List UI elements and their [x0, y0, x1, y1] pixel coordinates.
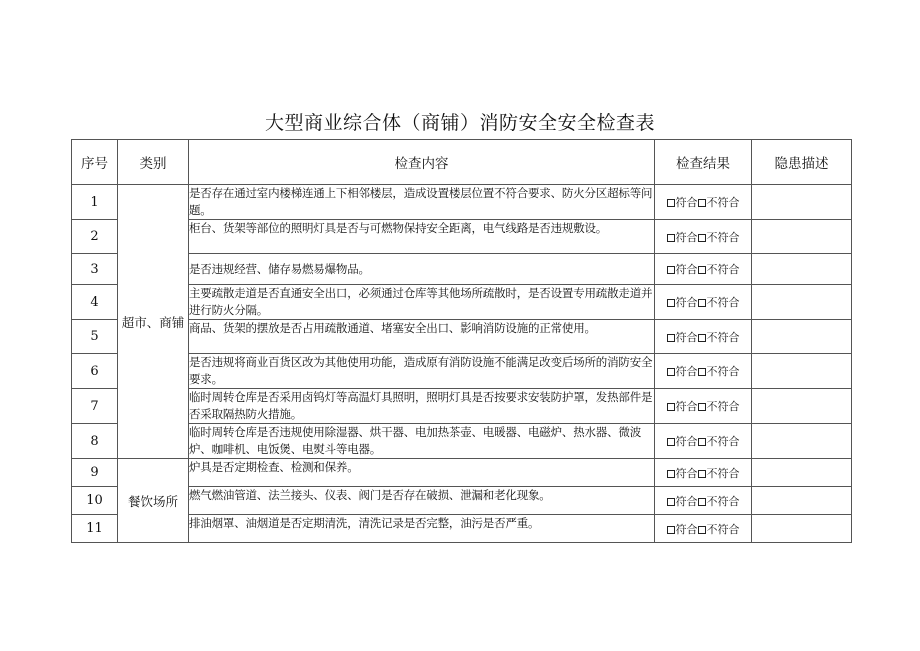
check-item-content: 是否存在通过室内楼梯连通上下相邻楼层，造成设置楼层位置不符合要求、防火分区超标等问题。 — [189, 185, 655, 220]
check-item-content: 柜台、货架等部位的照明灯具是否与可燃物保持安全距离，电气线路是否违规敷设。 — [189, 220, 655, 254]
fail-checkbox[interactable] — [698, 266, 706, 274]
pass-label: 符合 — [675, 330, 698, 344]
row-number: 7 — [72, 389, 118, 424]
table-row — [72, 220, 852, 254]
table-row — [72, 354, 852, 389]
row-number: 5 — [72, 320, 118, 354]
hazard-description-field[interactable] — [752, 424, 852, 459]
header-hazard: 隐患描述 — [752, 140, 852, 185]
pass-checkbox[interactable] — [667, 334, 675, 342]
table-row — [72, 459, 852, 487]
pass-label: 符合 — [675, 365, 698, 378]
pass-checkbox[interactable] — [667, 299, 675, 307]
pass-checkbox[interactable] — [667, 470, 675, 478]
pass-checkbox[interactable] — [667, 368, 675, 376]
hazard-description-field[interactable] — [752, 220, 852, 254]
result-options — [655, 515, 752, 543]
table-header-row — [72, 140, 852, 185]
header-category: 类别 — [118, 140, 189, 185]
table-row — [72, 320, 852, 354]
hazard-description-field[interactable] — [752, 515, 852, 543]
hazard-description-field[interactable] — [752, 320, 852, 354]
inspection-table — [71, 139, 852, 543]
fail-checkbox[interactable] — [698, 498, 706, 506]
fail-label: 不符合 — [706, 263, 740, 276]
header-result: 检查结果 — [655, 140, 752, 185]
result-options — [655, 424, 752, 459]
header-content: 检查内容 — [189, 140, 655, 185]
hazard-description-field[interactable] — [752, 254, 852, 285]
fail-label: 不符合 — [706, 196, 740, 209]
table-row — [72, 285, 852, 320]
check-item-content: 是否违规经营、储存易燃易爆物品。 — [189, 254, 655, 285]
result-options — [655, 389, 752, 424]
fail-label: 不符合 — [706, 330, 740, 344]
pass-label: 符合 — [675, 296, 698, 309]
fail-checkbox[interactable] — [698, 234, 706, 242]
row-number: 8 — [72, 424, 118, 459]
table-body — [72, 185, 852, 543]
fail-label: 不符合 — [706, 466, 740, 480]
check-item-content: 炉具是否定期检查、检测和保养。 — [189, 459, 655, 487]
category-catering: 餐饮场所 — [118, 459, 189, 543]
fail-label: 不符合 — [706, 400, 740, 413]
check-item-content: 商品、货架的摆放是否占用疏散通道、堵塞安全出口、影响消防设施的正常使用。 — [189, 320, 655, 354]
result-options — [655, 487, 752, 515]
pass-checkbox[interactable] — [667, 234, 675, 242]
row-number: 10 — [72, 487, 118, 515]
pass-label: 符合 — [675, 522, 698, 536]
check-item-content: 是否违规将商业百货区改为其他使用功能，造成原有消防设施不能满足改变后场所的消防安全要求。 — [189, 354, 655, 389]
pass-label: 符合 — [675, 263, 698, 276]
table-row — [72, 254, 852, 285]
hazard-description-field[interactable] — [752, 459, 852, 487]
row-number: 4 — [72, 285, 118, 320]
hazard-description-field[interactable] — [752, 389, 852, 424]
fail-checkbox[interactable] — [698, 526, 706, 534]
result-options — [655, 185, 752, 220]
table-row — [72, 185, 852, 220]
pass-checkbox[interactable] — [667, 526, 675, 534]
fail-label: 不符合 — [706, 296, 740, 309]
fail-label: 不符合 — [706, 230, 740, 244]
pass-label: 符合 — [675, 230, 698, 244]
table-row — [72, 389, 852, 424]
fail-checkbox[interactable] — [698, 299, 706, 307]
result-options — [655, 459, 752, 487]
fail-label: 不符合 — [706, 494, 740, 508]
hazard-description-field[interactable] — [752, 185, 852, 220]
result-options — [655, 254, 752, 285]
result-options — [655, 220, 752, 254]
pass-checkbox[interactable] — [667, 199, 675, 207]
row-number: 1 — [72, 185, 118, 220]
hazard-description-field[interactable] — [752, 285, 852, 320]
table-row — [72, 487, 852, 515]
row-number: 9 — [72, 459, 118, 487]
check-item-content: 主要疏散走道是否直通安全出口，必须通过仓库等其他场所疏散时，是否设置专用疏散走道并进行防火分隔。 — [189, 285, 655, 320]
check-item-content: 临时周转仓库是否采用卤钨灯等高温灯具照明，照明灯具是否按要求安装防护罩，发热部件是否采取隔热防火措施。 — [189, 389, 655, 424]
fail-label: 不符合 — [706, 435, 740, 448]
pass-checkbox[interactable] — [667, 266, 675, 274]
pass-label: 符合 — [675, 435, 698, 448]
page-title: 大型商业综合体（商铺）消防安全安全检查表 — [264, 112, 655, 134]
fail-checkbox[interactable] — [698, 438, 706, 446]
result-options — [655, 285, 752, 320]
hazard-description-field[interactable] — [752, 354, 852, 389]
fail-checkbox[interactable] — [698, 368, 706, 376]
row-number: 3 — [72, 254, 118, 285]
table-row — [72, 515, 852, 543]
pass-checkbox[interactable] — [667, 403, 675, 411]
check-item-content: 燃气燃油管道、法兰接头、仪表、阀门是否存在破损、泄漏和老化现象。 — [189, 487, 655, 515]
pass-label: 符合 — [675, 400, 698, 413]
table-row — [72, 424, 852, 459]
fail-checkbox[interactable] — [698, 403, 706, 411]
fail-checkbox[interactable] — [698, 199, 706, 207]
fail-checkbox[interactable] — [698, 470, 706, 478]
fail-label: 不符合 — [706, 365, 740, 378]
result-options — [655, 320, 752, 354]
check-item-content: 临时周转仓库是否违规使用除湿器、烘干器、电加热茶壶、电暖器、电磁炉、热水器、微波炉、咖啡机、电饭煲、电熨斗等电器。 — [189, 424, 655, 459]
pass-label: 符合 — [675, 494, 698, 508]
pass-label: 符合 — [675, 466, 698, 480]
header-seq: 序号 — [72, 140, 118, 185]
row-number: 2 — [72, 220, 118, 254]
row-number: 6 — [72, 354, 118, 389]
hazard-description-field[interactable] — [752, 487, 852, 515]
fail-checkbox[interactable] — [698, 334, 706, 342]
row-number: 11 — [72, 515, 118, 543]
category-supermarket: 超市、商铺 — [118, 185, 189, 459]
check-item-content: 排油烟罩、油烟道是否定期清洗，清洗记录是否完整，油污是否严重。 — [189, 515, 655, 543]
pass-label: 符合 — [675, 196, 698, 209]
pass-checkbox[interactable] — [667, 438, 675, 446]
pass-checkbox[interactable] — [667, 498, 675, 506]
fail-label: 不符合 — [706, 522, 740, 536]
result-options — [655, 354, 752, 389]
